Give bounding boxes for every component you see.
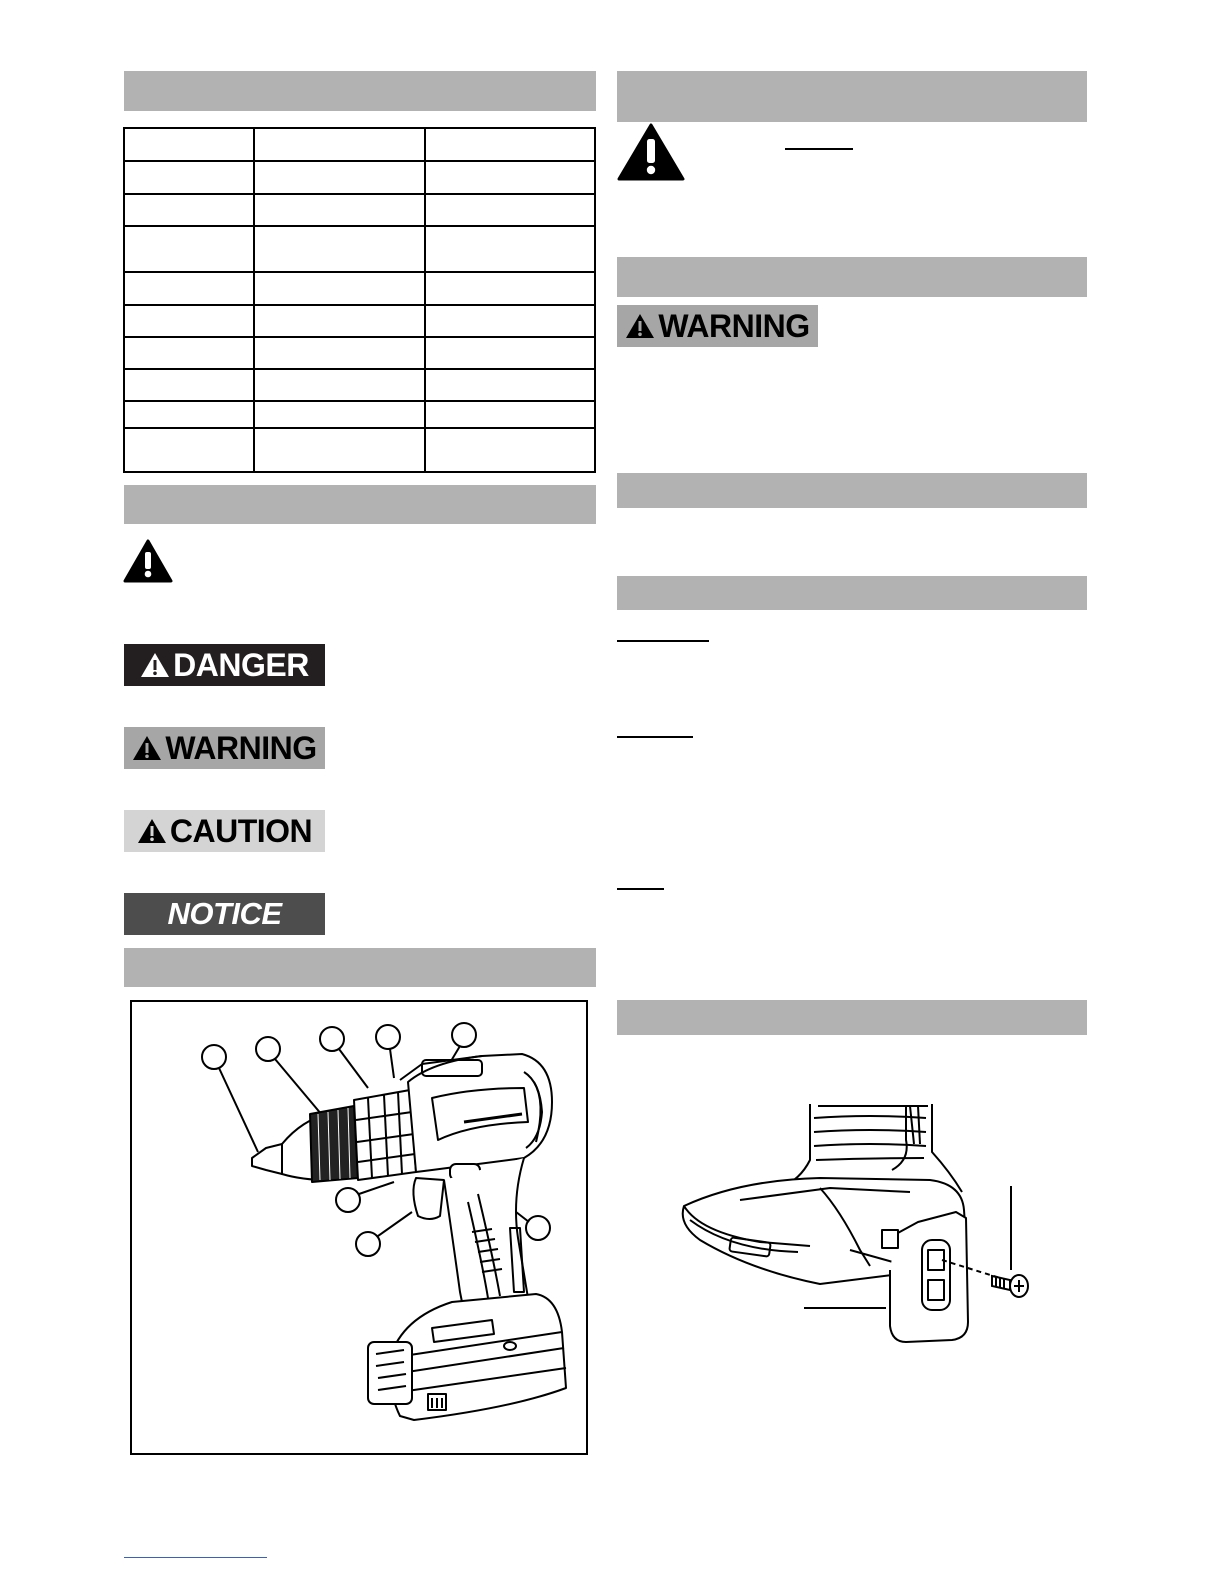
table-row bbox=[124, 226, 595, 272]
caution-label: CAUTION bbox=[169, 812, 313, 849]
underline-rule bbox=[617, 736, 693, 738]
general-safety-header-bar bbox=[617, 71, 1087, 122]
underline-rule bbox=[617, 640, 709, 642]
danger-badge bbox=[124, 644, 325, 686]
specifications-header-bar bbox=[124, 71, 596, 111]
warning-triangle-icon bbox=[140, 652, 170, 678]
footer-rule bbox=[124, 1557, 267, 1558]
table-row bbox=[124, 369, 595, 401]
warning-header-bar bbox=[617, 257, 1087, 297]
table-row bbox=[124, 401, 595, 428]
danger-label: DANGER bbox=[173, 646, 309, 683]
table-row bbox=[124, 305, 595, 337]
notice-label: NOTICE bbox=[167, 896, 282, 931]
underline-rule bbox=[785, 148, 853, 150]
table-row bbox=[124, 128, 595, 161]
underline-rule bbox=[617, 888, 664, 890]
belt-clip-header-bar bbox=[617, 1000, 1087, 1035]
caution-badge bbox=[124, 810, 325, 852]
notice-badge bbox=[124, 893, 325, 935]
screw-icon bbox=[992, 1275, 1028, 1297]
warning-badge-right bbox=[617, 305, 818, 347]
warning-label: WARNING bbox=[658, 307, 810, 344]
specifications-table bbox=[123, 127, 596, 473]
warning-triangle-icon bbox=[616, 122, 686, 182]
table-row bbox=[124, 337, 595, 369]
warning-badge bbox=[124, 727, 325, 769]
warning-triangle-icon bbox=[132, 735, 162, 761]
product-features-header-bar bbox=[124, 948, 596, 987]
drill-illustration bbox=[132, 1002, 586, 1453]
warning-label: WARNING bbox=[165, 729, 317, 766]
belt-clip-illustration bbox=[670, 1100, 1040, 1345]
safety-symbols-header-bar bbox=[124, 485, 596, 524]
warning-triangle-icon bbox=[137, 818, 167, 844]
warning-triangle-icon bbox=[123, 539, 173, 583]
table-row bbox=[124, 194, 595, 226]
section-header-bar bbox=[617, 473, 1087, 508]
table-row bbox=[124, 272, 595, 305]
table-row bbox=[124, 161, 595, 194]
operation-header-bar bbox=[617, 576, 1087, 610]
table-row bbox=[124, 428, 595, 472]
warning-triangle-icon bbox=[625, 313, 655, 339]
